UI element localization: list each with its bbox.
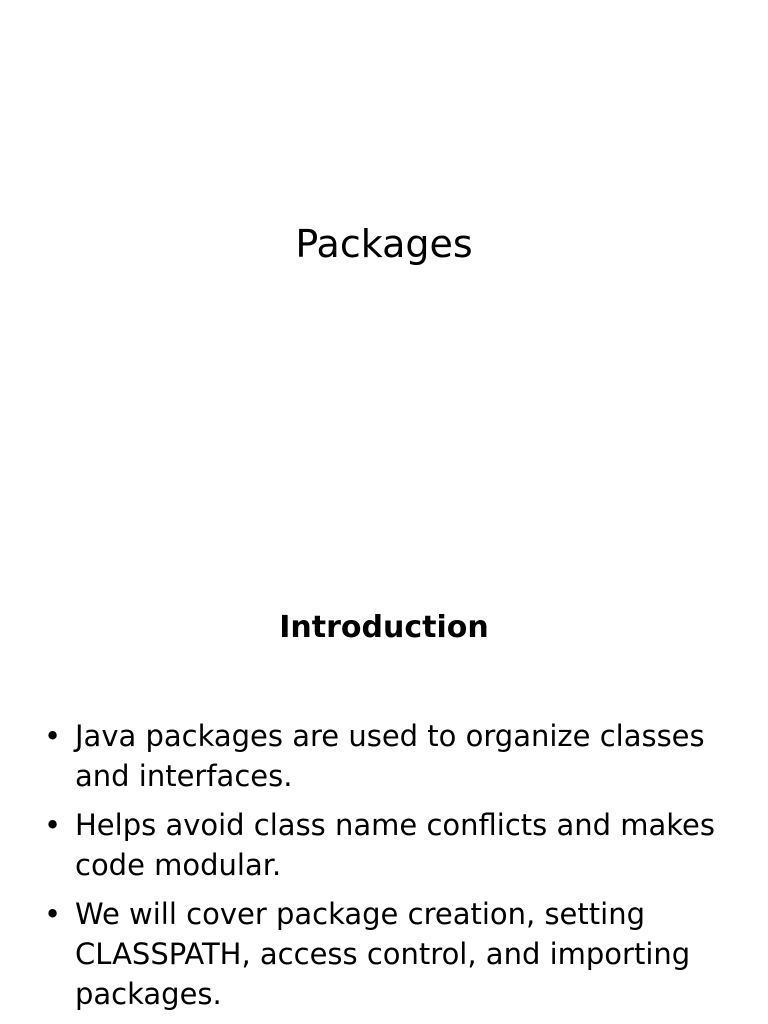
bullet-icon: • [44, 808, 62, 842]
bullet-text: Java packages are used to organize classes and interfaces. [75, 719, 705, 793]
bullet-icon: • [44, 897, 62, 931]
bullet-text: We will cover package creation, setting CLASSPATH, access control, and importing packages. [75, 897, 691, 1011]
bullet-item [44, 716, 734, 796]
bullet-item [44, 805, 734, 885]
bullet-icon: • [44, 719, 62, 753]
bullet-item [44, 894, 734, 1014]
bullet-list [44, 716, 734, 1023]
slide-title: Packages [295, 222, 473, 266]
section-heading: Introduction [279, 610, 489, 645]
bullet-text: Helps avoid class name conflicts and makes code modular. [75, 808, 716, 882]
